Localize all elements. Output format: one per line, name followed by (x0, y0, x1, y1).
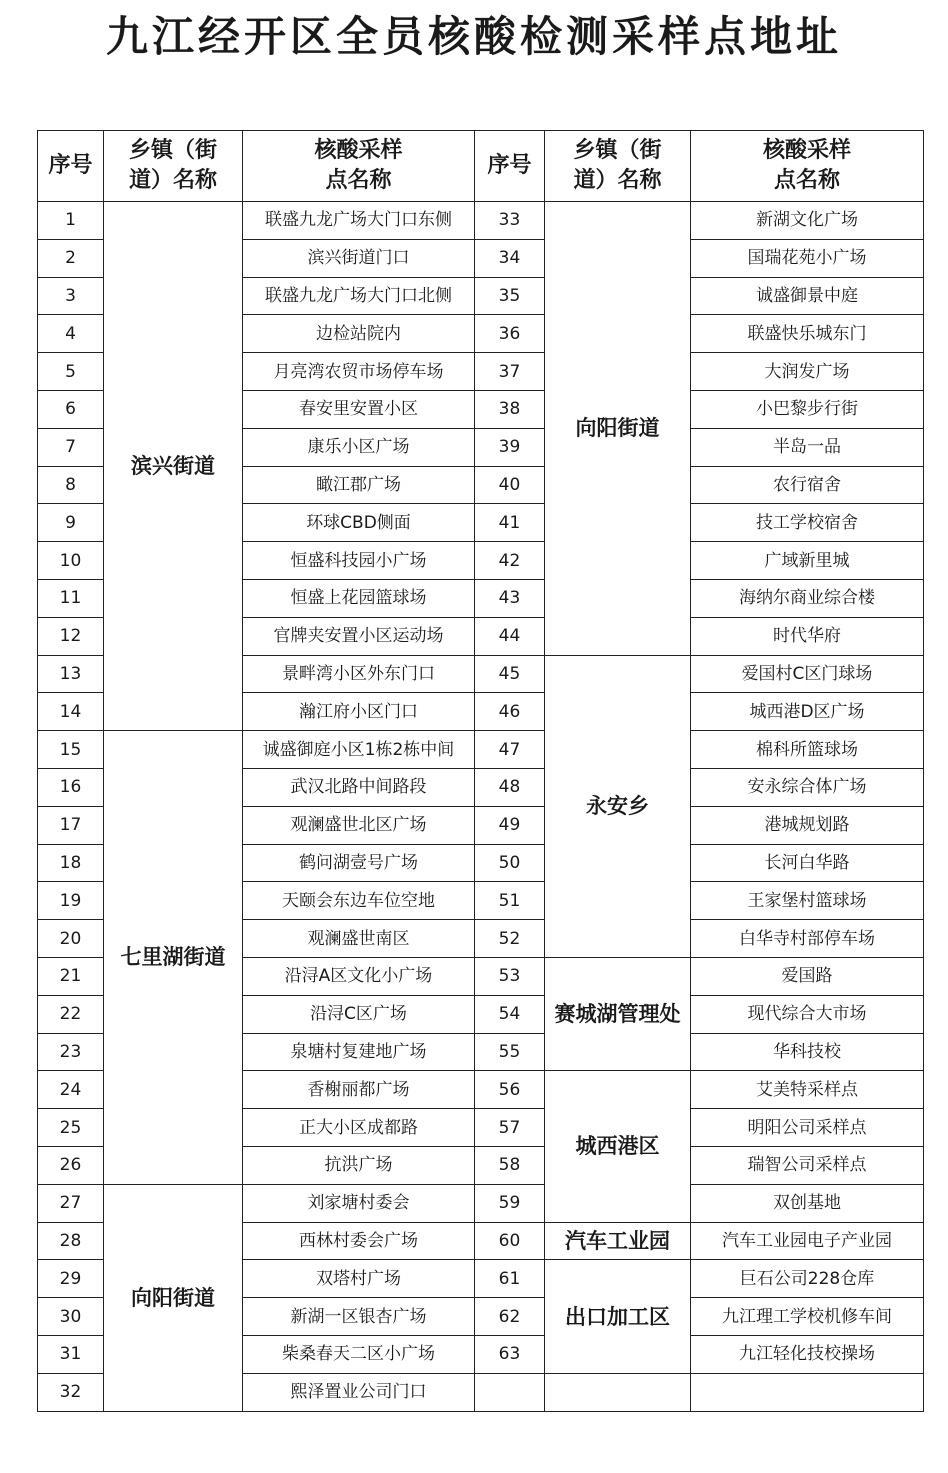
town-name: 永安乡 (545, 655, 691, 957)
seq-number: 44 (475, 617, 545, 655)
seq-number: 22 (38, 995, 104, 1033)
site-name: 观澜盛世南区 (243, 920, 475, 958)
site-name: 瞰江郡广场 (243, 466, 475, 504)
seq-number: 54 (475, 995, 545, 1033)
sampling-sites-table (37, 130, 924, 1412)
site-name: 月亮湾农贸市场停车场 (243, 353, 475, 391)
site-name: 白华寺村部停车场 (691, 920, 924, 958)
site-name: 滨兴街道门口 (243, 239, 475, 277)
seq-number: 55 (475, 1033, 545, 1071)
seq-number: 57 (475, 1109, 545, 1147)
site-name: 景畔湾小区外东门口 (243, 655, 475, 693)
table-row (38, 202, 924, 240)
seq-number: 47 (475, 731, 545, 769)
town-header-line1: 乡镇（街 (128, 138, 217, 163)
seq-number: 29 (38, 1260, 104, 1298)
town-name: 赛城湖管理处 (545, 957, 691, 1070)
town-name: 城西港区 (545, 1071, 691, 1222)
seq-number: 4 (38, 315, 104, 353)
seq-number: 27 (38, 1184, 104, 1222)
seq-number: 37 (475, 353, 545, 391)
seq-number: 14 (38, 693, 104, 731)
seq-number: 25 (38, 1109, 104, 1147)
seq-number: 16 (38, 768, 104, 806)
seq-number: 56 (475, 1071, 545, 1109)
site-name: 城西港D区广场 (691, 693, 924, 731)
town-header-right (545, 131, 691, 202)
town-name: 七里湖街道 (104, 731, 243, 1185)
seq-number: 59 (475, 1184, 545, 1222)
seq-number: 46 (475, 693, 545, 731)
seq-number: 19 (38, 882, 104, 920)
town-header-line2: 道）名称 (128, 168, 217, 193)
site-name: 艾美特采样点 (691, 1071, 924, 1109)
seq-number: 45 (475, 655, 545, 693)
seq-number: 48 (475, 768, 545, 806)
site-name: 巨石公司228仓库 (691, 1260, 924, 1298)
seq-number: 26 (38, 1146, 104, 1184)
seq-number: 51 (475, 882, 545, 920)
site-name: 半岛一品 (691, 428, 924, 466)
seq-number: 41 (475, 504, 545, 542)
site-name: 熙泽置业公司门口 (243, 1373, 475, 1411)
seq-header-left: 序号 (38, 131, 104, 202)
seq-number: 6 (38, 390, 104, 428)
table-row (38, 1184, 924, 1222)
site-name: 爱国路 (691, 957, 924, 995)
table-body (38, 202, 924, 1412)
seq-number: 40 (475, 466, 545, 504)
seq-number: 20 (38, 920, 104, 958)
site-name: 恒盛科技园小广场 (243, 542, 475, 580)
seq-number: 9 (38, 504, 104, 542)
site-name: 刘家塘村委会 (243, 1184, 475, 1222)
seq-number: 3 (38, 277, 104, 315)
seq-number: 61 (475, 1260, 545, 1298)
seq-number: 63 (475, 1335, 545, 1373)
site-name: 康乐小区广场 (243, 428, 475, 466)
seq-number: 15 (38, 731, 104, 769)
site-name: 时代华府 (691, 617, 924, 655)
site-name: 观澜盛世北区广场 (243, 806, 475, 844)
seq-header-right: 序号 (475, 131, 545, 202)
site-name: 现代综合大市场 (691, 995, 924, 1033)
seq-number: 30 (38, 1298, 104, 1336)
seq-number: 62 (475, 1298, 545, 1336)
seq-number: 32 (38, 1373, 104, 1411)
site-name: 瀚江府小区门口 (243, 693, 475, 731)
town-name: 汽车工业园 (545, 1222, 691, 1260)
site-name: 瑞智公司采样点 (691, 1146, 924, 1184)
town-header-left (104, 131, 243, 202)
site-header-line2: 点名称 (773, 168, 840, 193)
seq-number: 34 (475, 239, 545, 277)
seq-number: 53 (475, 957, 545, 995)
seq-number: 1 (38, 202, 104, 240)
site-name: 武汉北路中间路段 (243, 768, 475, 806)
town-header-line2: 道）名称 (573, 168, 662, 193)
page-title: 九江经开区全员核酸检测采样点地址 (105, 12, 842, 61)
seq-number: 33 (475, 202, 545, 240)
seq-number: 23 (38, 1033, 104, 1071)
site-header-line2: 点名称 (325, 168, 392, 193)
seq-number: 28 (38, 1222, 104, 1260)
site-name: 边检站院内 (243, 315, 475, 353)
site-name: 双创基地 (691, 1184, 924, 1222)
seq-number: 50 (475, 844, 545, 882)
seq-number: 11 (38, 579, 104, 617)
seq-number: 31 (38, 1335, 104, 1373)
site-name: 新湖一区银杏广场 (243, 1298, 475, 1336)
seq-number: 42 (475, 542, 545, 580)
site-name: 大润发广场 (691, 353, 924, 391)
seq-number: 49 (475, 806, 545, 844)
seq-number: 36 (475, 315, 545, 353)
site-name: 沿浔A区文化小广场 (243, 957, 475, 995)
site-name: 鹤问湖壹号广场 (243, 844, 475, 882)
site-name: 海纳尔商业综合楼 (691, 579, 924, 617)
site-name: 官牌夹安置小区运动场 (243, 617, 475, 655)
site-name: 九江理工学校机修车间 (691, 1298, 924, 1336)
seq-number: 35 (475, 277, 545, 315)
site-name: 棉科所篮球场 (691, 731, 924, 769)
site-header-right (691, 131, 924, 202)
site-name: 小巴黎步行街 (691, 390, 924, 428)
seq-number: 52 (475, 920, 545, 958)
site-name: 诚盛御景中庭 (691, 277, 924, 315)
site-name: 华科技校 (691, 1033, 924, 1071)
seq-number: 24 (38, 1071, 104, 1109)
site-name: 爱国村C区门球场 (691, 655, 924, 693)
seq-number: 8 (38, 466, 104, 504)
site-name: 广域新里城 (691, 542, 924, 580)
town-name: 滨兴街道 (104, 202, 243, 731)
site-name: 双塔村广场 (243, 1260, 475, 1298)
site-name: 沿浔C区广场 (243, 995, 475, 1033)
site-name: 联盛快乐城东门 (691, 315, 924, 353)
site-header-line1: 核酸采样 (762, 138, 851, 163)
site-name: 天颐会东边车位空地 (243, 882, 475, 920)
site-name: 九江轻化技校操场 (691, 1335, 924, 1373)
site-name: 春安里安置小区 (243, 390, 475, 428)
site-name: 联盛九龙广场大门口东侧 (243, 202, 475, 240)
seq-number: 2 (38, 239, 104, 277)
seq-number: 13 (38, 655, 104, 693)
seq-number: 43 (475, 579, 545, 617)
site-name: 泉塘村复建地广场 (243, 1033, 475, 1071)
site-name: 长河白华路 (691, 844, 924, 882)
site-name: 港城规划路 (691, 806, 924, 844)
site-name: 国瑞花苑小广场 (691, 239, 924, 277)
table-row (38, 731, 924, 769)
seq-number: 58 (475, 1146, 545, 1184)
site-name: 环球CBD侧面 (243, 504, 475, 542)
site-header-line1: 核酸采样 (314, 138, 403, 163)
site-name: 新湖文化广场 (691, 202, 924, 240)
seq-number: 10 (38, 542, 104, 580)
seq-number: 7 (38, 428, 104, 466)
seq-number: 38 (475, 390, 545, 428)
site-name: 香榭丽都广场 (243, 1071, 475, 1109)
site-name: 明阳公司采样点 (691, 1109, 924, 1147)
site-name: 正大小区成都路 (243, 1109, 475, 1147)
site-name: 柴桑春天二区小广场 (243, 1335, 475, 1373)
site-name: 恒盛上花园篮球场 (243, 579, 475, 617)
seq-number: 21 (38, 957, 104, 995)
seq-number: 18 (38, 844, 104, 882)
site-name (691, 1373, 924, 1411)
town-name: 出口加工区 (545, 1260, 691, 1373)
site-name: 王家堡村篮球场 (691, 882, 924, 920)
town-name (545, 1373, 691, 1411)
site-name: 汽车工业园电子产业园 (691, 1222, 924, 1260)
site-name: 西林村委会广场 (243, 1222, 475, 1260)
header-row (38, 131, 924, 202)
seq-number: 39 (475, 428, 545, 466)
town-name: 向阳街道 (545, 202, 691, 656)
site-name: 农行宿舍 (691, 466, 924, 504)
seq-number: 5 (38, 353, 104, 391)
seq-number: 17 (38, 806, 104, 844)
site-header-left (243, 131, 475, 202)
site-name: 安永综合体广场 (691, 768, 924, 806)
site-name: 诚盛御庭小区1栋2栋中间 (243, 731, 475, 769)
seq-number: 12 (38, 617, 104, 655)
site-name: 抗洪广场 (243, 1146, 475, 1184)
site-name: 技工学校宿舍 (691, 504, 924, 542)
site-name: 联盛九龙广场大门口北侧 (243, 277, 475, 315)
town-name: 向阳街道 (104, 1184, 243, 1411)
town-header-line1: 乡镇（街 (573, 138, 662, 163)
seq-number (475, 1373, 545, 1411)
seq-number: 60 (475, 1222, 545, 1260)
